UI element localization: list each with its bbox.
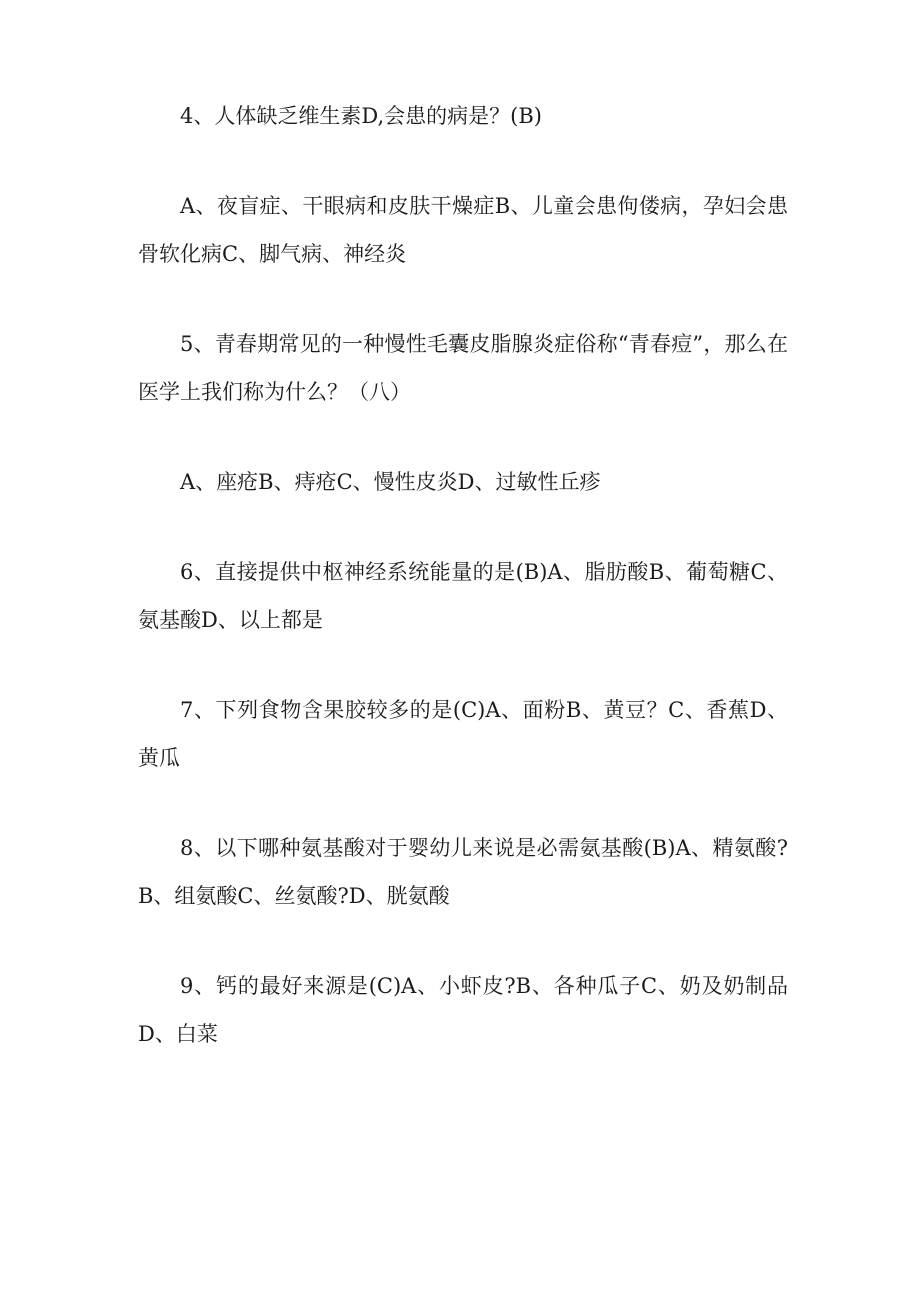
paragraph-gap	[138, 278, 788, 320]
paragraph-gap	[138, 506, 788, 548]
question-7: 7、下列食物含果胶较多的是(C)A、面粉B、黄豆？C、香蕉D、黄瓜	[138, 698, 788, 770]
paragraph-gap	[138, 920, 788, 962]
question-4-options: A、夜盲症、干眼病和皮肤干燥症B、儿童会患佝偻病，孕妇会患骨软化病C、脚气病、神经炎	[138, 194, 788, 266]
paragraph-gap	[138, 644, 788, 686]
question-6: 6、直接提供中枢神经系统能量的是(B)A、脂肪酸B、葡萄糖C、氨基酸D、以上都是	[138, 560, 788, 632]
question-4: 4、人体缺乏维生素D,会患的病是？(B)	[180, 104, 542, 128]
document-page	[138, 92, 788, 1058]
question-5-options: A、座疮B、痔疮C、慢性皮炎D、过敏性丘疹	[180, 470, 601, 494]
paragraph-gap	[138, 782, 788, 824]
paragraph-gap	[138, 416, 788, 458]
question-8: 8、以下哪种氨基酸对于婴幼儿来说是必需氨基酸(B)A、精氨酸?B、组氨酸C、丝氨酸?D、胱氨酸	[138, 836, 788, 908]
paragraph-gap	[138, 140, 788, 182]
question-5: 5、青春期常见的一种慢性毛囊皮脂腺炎症俗称“青春痘”，那么在医学上我们称为什么？（八）	[138, 332, 788, 404]
question-9: 9、钙的最好来源是(C)A、小虾皮?B、各种瓜子C、奶及奶制品D、白菜	[138, 974, 788, 1046]
